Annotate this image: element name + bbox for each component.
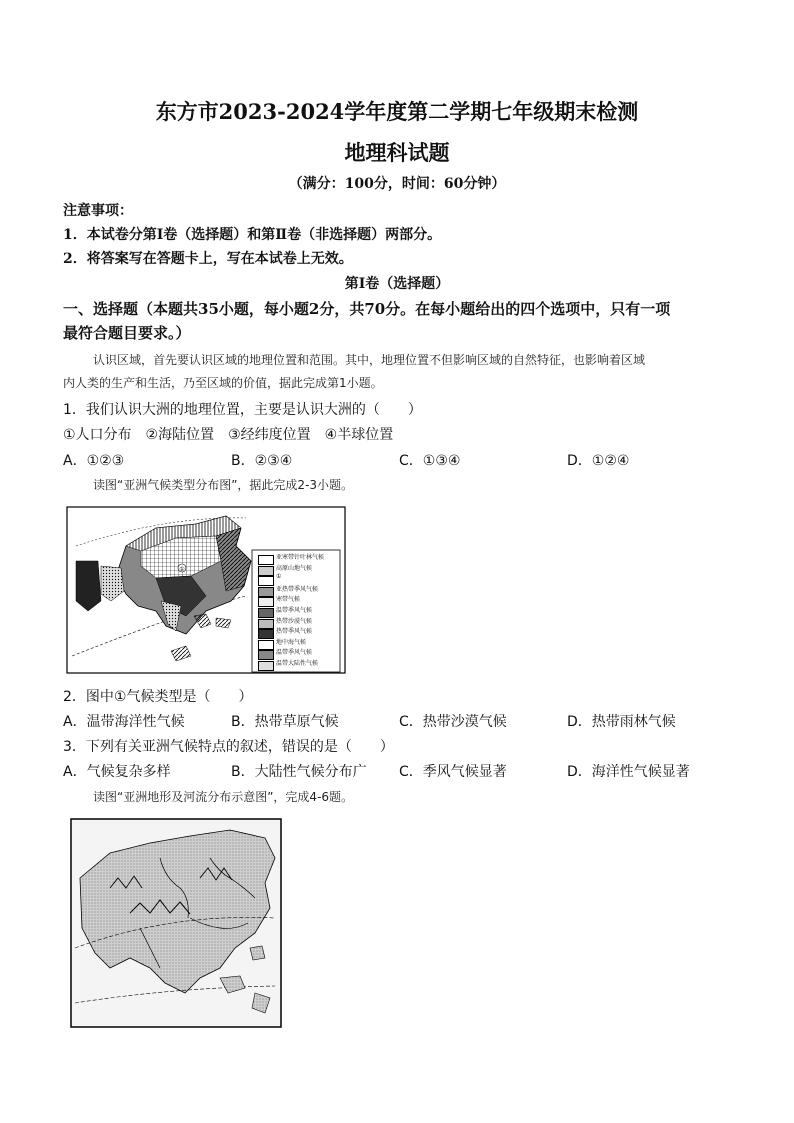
legend-swatch [258, 640, 274, 650]
question-1-option-b: B．②③④ [231, 453, 293, 469]
legend-swatch [258, 608, 274, 618]
map-circle-label: ① [179, 566, 185, 573]
legend-swatch [258, 566, 274, 576]
section-title: 第Ⅰ卷（选择题） [344, 276, 450, 292]
notes-item-1: 1．本试卷分第Ⅰ卷（选择题）和第Ⅱ卷（非选择题）两部分。 [63, 227, 442, 243]
asia-terrain-map-graphic [70, 818, 282, 1028]
question-3-option-b: B．大陆性气候分布广 [231, 764, 367, 780]
question-1-items: ①人口分布 ②海陆位置 ③经纬度位置 ④半球位置 [63, 427, 394, 443]
legend-item [256, 565, 346, 575]
exam-title: 东方市2023-2024学年度第二学期七年级期末检测 [155, 99, 639, 124]
question-3-option-d: D．海洋性气候显著 [567, 764, 690, 780]
question-2-stem: 2．图中①气候类型是（ ） [63, 689, 253, 705]
passage-3: 读图“亚洲地形及河流分布示意图”，完成4-6题。 [93, 790, 354, 804]
legend-label: 温带季风气候 [276, 649, 313, 657]
legend-swatch [258, 576, 274, 586]
legend-swatch [258, 597, 274, 607]
legend-item [256, 660, 346, 670]
asia-climate-map [66, 506, 346, 674]
asia-terrain-map [70, 818, 282, 1028]
legend-swatch [258, 650, 274, 660]
legend-label: ① [276, 573, 282, 581]
question-2-option-c: C．热带沙漠气候 [399, 714, 507, 730]
legend-swatch [258, 587, 274, 597]
legend-label: 温带大陆性气候 [276, 660, 319, 667]
question-3-option-c: C．季风气候显著 [399, 764, 507, 780]
question-1-option-a: A．①②③ [63, 453, 125, 469]
legend-swatch [258, 555, 274, 565]
question-1-option-c: C．①③④ [399, 453, 461, 469]
legend-label: 温带季风气候 [276, 607, 313, 614]
question-3-stem: 3．下列有关亚洲气候特点的叙述，错误的是（ ） [63, 739, 394, 755]
question-3-option-a: A．气候复杂多样 [63, 764, 171, 780]
question-2-option-a: A．温带海洋性气候 [63, 714, 185, 730]
climate-legend [256, 554, 340, 672]
passage-2: 读图“亚洲气候类型分布图”，据此完成2-3小题。 [93, 478, 354, 492]
question-1-stem: 1．我们认识大洲的地理位置，主要是认识大洲的（ ） [63, 402, 422, 418]
question-1-option-d: D．①②④ [567, 453, 630, 469]
legend-label: 亚热带季风气候 [276, 585, 319, 593]
passage-1-line-2: 内人类的生产和生活，乃至区域的价值，据此完成第1小题。 [63, 376, 383, 390]
exam-subtitle: 地理科试题 [344, 140, 450, 165]
exam-meta: （满分：100分，时间：60分钟） [288, 176, 506, 192]
question-2-option-b: B．热带草原气候 [231, 714, 339, 730]
legend-label: 寒带气候 [276, 596, 301, 604]
passage-1-line-1: 认识区域，首先要认识区域的地理位置和范围。其中，地理位置不但影响区域的自然特征，也影响着区域 [93, 353, 646, 367]
section-intro-line-2: 最符合题目要求。） [63, 324, 191, 342]
legend-label: 地中海气候 [276, 638, 307, 646]
legend-swatch [258, 629, 274, 639]
legend-label: 高原山地气候 [276, 564, 313, 572]
section-intro-line-1: 一、选择题（本题共35小题，每小题2分，共70分。在每小题给出的四个选项中，只有一项 [63, 300, 671, 318]
legend-item [256, 586, 346, 596]
notes-heading: 注意事项： [63, 203, 133, 219]
legend-swatch [258, 619, 274, 629]
legend-label: 热带季风气候 [276, 628, 313, 636]
question-2-option-d: D．热带雨林气候 [567, 714, 676, 730]
legend-label: 热带沙漠气候 [276, 617, 313, 625]
legend-label: 亚寒带针叶林气候 [276, 554, 325, 561]
notes-item-2: 2．将答案写在答题卡上，写在本试卷上无效。 [63, 251, 353, 267]
legend-swatch [258, 661, 274, 671]
